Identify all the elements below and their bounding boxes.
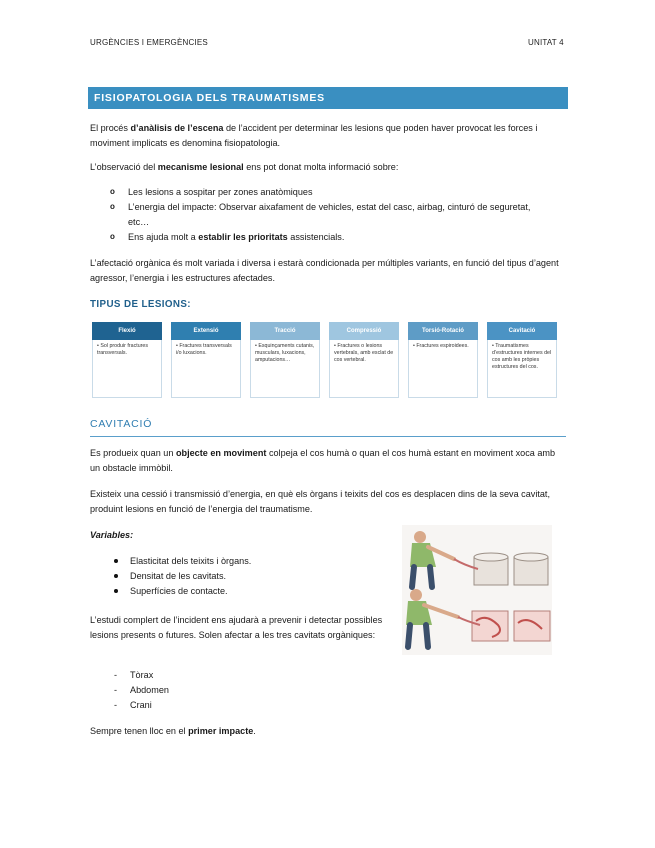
list-item: o L’energia del impacte: Observar aixafament de vehicles, estat del casc, airbag, cinturó de seguretat, etc… <box>110 200 550 230</box>
cavitation-illustration <box>402 525 552 655</box>
final-sentence <box>90 724 560 739</box>
lesion-description: • Traumatismes d’estructures internes del cos amb les pròpies estructures del cos. <box>487 340 557 398</box>
list-item: - Tòrax <box>112 668 169 683</box>
lesion-description: • Fractures o lesions vertebrals, amb esclat de cos vertebral. <box>329 340 399 398</box>
lesion-description: • Esquinçaments cutanis, musculars, luxacions, amputacions… <box>250 340 320 398</box>
lesions-title: TIPUS DE LESIONS: <box>90 299 191 310</box>
list-item: - Abdomen <box>112 683 169 698</box>
cavitacio-paragraph-3: L’estudi complert de l’incident ens ajudarà a prevenir i detectar possibles lesions presents o futures. Solen afectar a les tres cavitats orgàniques: <box>90 615 383 640</box>
text: El procés <box>90 123 131 133</box>
lesion-type-flexio <box>92 322 162 398</box>
text: Sempre tenen lloc en el <box>90 726 189 736</box>
list-item <box>110 230 550 245</box>
emphasis: objecte en moviment <box>175 448 267 458</box>
section-title: FISIOPATOLOGIA DELS TRAUMATISMES <box>94 92 325 104</box>
text: Ens ajuda molt a <box>128 232 199 242</box>
variables-title: Variables: <box>90 530 134 540</box>
intro-paragraph-1 <box>90 121 560 151</box>
intro-paragraph-2 <box>90 160 560 175</box>
paragraph-3: L’afectació orgànica és molt variada i diversa i estarà condicionada per múltiples variants, en funció del tipus d’agent agressor, l’energia i les estructures afectades. <box>90 258 559 283</box>
text: colpeja el cos humà o quan el cos humà estant en moviment xoca amb un obstacle immòbil. <box>90 448 556 473</box>
header-right: UNITAT 4 <box>528 38 564 47</box>
lesion-type-extensio <box>171 322 241 398</box>
emphasis: d’anàlisis de l’escena <box>130 123 224 133</box>
lesion-header: Extensió <box>171 322 241 340</box>
list-item: o Les lesions a sospitar per zones anatòmiques <box>110 185 550 200</box>
list-item: - Crani <box>112 698 169 713</box>
lesion-header: Flexió <box>92 322 162 340</box>
lesion-type-traccio <box>250 322 320 398</box>
list-item: Superfícies de contacte. <box>112 584 251 599</box>
lesion-description: • Fractures espiroidees. <box>408 340 478 398</box>
tissue-lower <box>458 611 550 641</box>
text: assistencials. <box>287 232 345 242</box>
emphasis: mecanisme lesional <box>157 162 244 172</box>
list-item: Densitat de les cavitats. <box>112 569 251 584</box>
lesion-header: Cavitació <box>487 322 557 340</box>
lesion-header: Tracció <box>250 322 320 340</box>
heading-divider <box>90 436 566 437</box>
lesion-type-cavitacio <box>487 322 557 398</box>
lesion-header: Torsió-Rotació <box>408 322 478 340</box>
header-left: URGÈNCIES I EMERGÈNCIES <box>90 38 208 47</box>
lesion-type-torsio-rotacio <box>408 322 478 398</box>
list-item: Elasticitat dels teixits i òrgans. <box>112 554 251 569</box>
lesion-type-compressio <box>329 322 399 398</box>
lesion-header: Compressió <box>329 322 399 340</box>
text: . <box>253 726 256 736</box>
cavitacio-paragraph-1 <box>90 446 560 476</box>
text: de l’accident per determinar les lesions que poden haver provocat les forces i moviment implicats es denomina fisiopatologia. <box>90 123 538 148</box>
text: ens pot donat molta informació sobre: <box>243 162 399 172</box>
section-title-bar <box>88 87 568 109</box>
variables-list <box>112 554 251 599</box>
cavities-list <box>112 668 169 713</box>
emphasis: primer impacte <box>188 726 254 736</box>
emphasis: establir les prioritats <box>198 232 288 242</box>
cavitacio-title: CAVITACIÓ <box>90 418 153 430</box>
cavitacio-paragraph-2: Existeix una cessió i transmissió d’energia, en què els òrgans i teixits del cos es desplacen dins de la seva cavitat, produint lesions en funció de l’energia del traumatisme. <box>90 489 550 514</box>
lesion-description: • Fractures transversals i/o luxacions. <box>171 340 241 398</box>
info-list <box>110 185 550 245</box>
text: L’observació del <box>90 162 158 172</box>
text: Es produeix quan un <box>90 448 176 458</box>
lesion-description: • Sol produir fractures transversals. <box>92 340 162 398</box>
